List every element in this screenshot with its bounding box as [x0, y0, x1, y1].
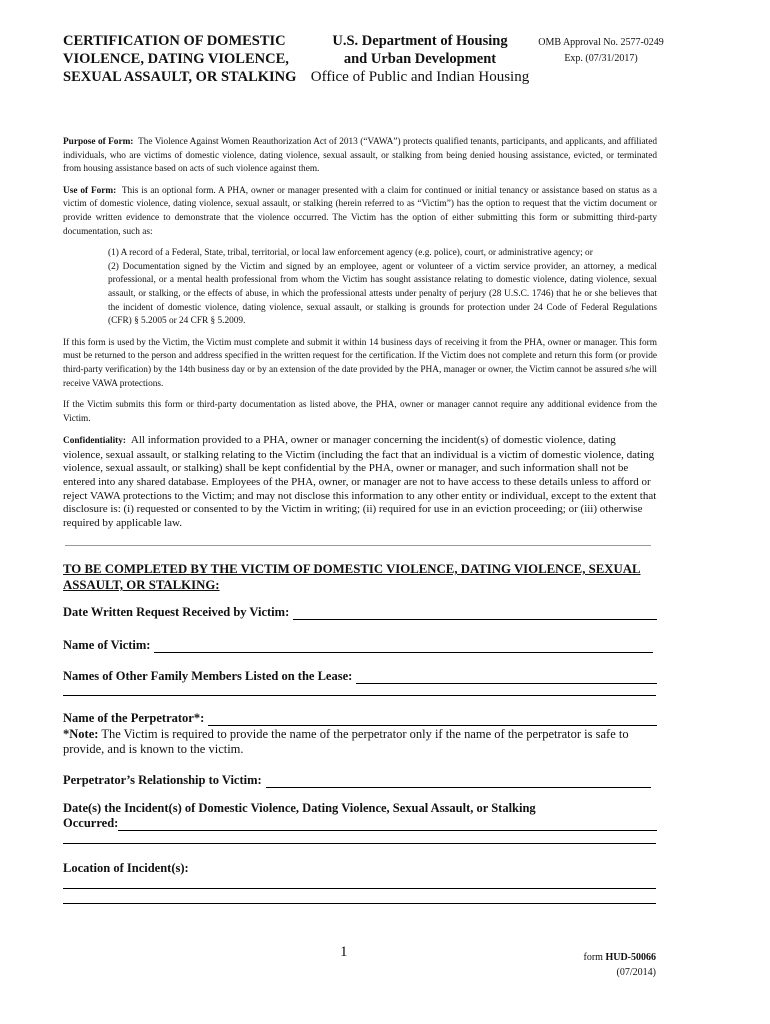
confidentiality-label: Confidentiality: — [63, 436, 127, 447]
form-prefix: form — [583, 952, 603, 963]
field-label: Name of the Perpetrator*: — [63, 711, 205, 725]
location-label: Location of Incident(s): — [63, 861, 189, 875]
note-text: The Victim is required to provide the name of the perpetrator only if the name of the perpetrator is safe to provide, and is known to the victim. — [63, 727, 629, 756]
perpetrator-field[interactable] — [63, 711, 657, 726]
divider — [65, 545, 651, 546]
section-heading: TO BE COMPLETED BY THE VICTIM OF DOMESTIC VIOLENCE, DATING VIOLENCE, SEXUAL ASSAULT, OR STALKING: — [63, 562, 641, 592]
agency-name: and Urban Development — [343, 51, 497, 67]
date-request-input[interactable] — [293, 607, 657, 620]
family-members-input[interactable] — [356, 671, 657, 684]
date-request-field[interactable] — [63, 605, 657, 620]
use-label: Use of Form: — [63, 185, 117, 196]
office-name: Office of Public and Indian Housing — [310, 69, 530, 85]
page-number: 1 — [340, 944, 348, 960]
incident-dates-input-line2[interactable] — [63, 843, 656, 844]
form-id: HUD-50066 — [605, 952, 656, 963]
incident-dates-field[interactable] — [63, 816, 657, 831]
family-members-input-line2[interactable] — [63, 695, 656, 696]
location-input-line1[interactable] — [63, 888, 656, 889]
location-input-line2[interactable] — [63, 903, 656, 904]
omb-block — [532, 35, 670, 67]
note-label: *Note: — [63, 727, 99, 741]
documentation-list — [108, 247, 657, 329]
confidentiality-paragraph — [63, 434, 657, 530]
agency-name: U.S. Department of Housing — [332, 33, 508, 49]
victim-name-field[interactable] — [63, 638, 653, 653]
purpose-label: Purpose of Form: — [63, 137, 134, 147]
omb-approval: OMB Approval No. 2577-0249 — [538, 37, 664, 48]
purpose-text: The Violence Against Women Reauthorization Act of 2013 (“VAWA”) protects qualified tenants, participants, and applicants, and affiliated individuals, who are victims of domestic violence, dating violence, sexual assault, or stalking from being denied housing assistance, evicted, or terminated from housing assistance based on acts of such violence against them. — [63, 137, 657, 175]
victim-name-input[interactable] — [154, 640, 653, 653]
field-label: Names of Other Family Members Listed on the Lease: — [63, 669, 353, 683]
list-item: (2) Documentation signed by the Victim and signed by an employee, agent or volunteer of a victim service provider, an attorney, a medical professional, or a mental health professional from whom the Victim has sought assistance relating to domestic violence, dating violence, sexual assault, or stalking, or the effects of abuse, in which the professional attests under penalty of perjury (28 U.S.C. 1746) that he or she believes that the incident of domestic violence, dating violence, sexual assault, or stalking is grounds for protection under 24 Code of Federal Regulations (CFR) § 5.2005 or 24 CFR § 5.2009. — [108, 261, 657, 327]
incident-dates-input[interactable] — [118, 818, 657, 831]
relationship-field[interactable] — [63, 773, 651, 788]
agency-block — [305, 32, 535, 86]
relationship-input[interactable] — [266, 775, 651, 788]
title-line: CERTIFICATION OF DOMESTIC — [63, 33, 286, 49]
field-label: Name of Victim: — [63, 638, 151, 652]
use-text: This is an optional form. A PHA, owner or manager presented with a claim for continued or initial tenancy or assistance based on status as a victim of domestic violence, dating violence, sexual assault, or stalking (herein referred to as “Victim”) has the option to request that the victim document or provide written evidence to demonstrate that the violence occurred. The Victim has the option of either submitting this form or submitting third-party documentation, such as: — [63, 185, 657, 237]
field-label: Occurred: — [63, 816, 119, 830]
form-number — [560, 950, 656, 980]
submission-paragraph: If this form is used by the Victim, the Victim must complete and submit it within 14 business days of receiving it from the PHA, owner or manager. This form must be returned to the person and address specified in the written request for the certification. If the Victim does not complete and return this form (or provide third-party verification) by the 14th business day or by an extension of the date provided by the PHA, manager or owner, the Victim cannot be assured s/he will receive VAWA protections. — [63, 337, 657, 389]
evidence-paragraph: If the Victim submits this form or third-party documentation as listed above, the PHA, owner or manager cannot require any additional evidence from the Victim. — [63, 400, 657, 424]
family-members-field[interactable] — [63, 669, 657, 684]
incident-dates-label: Date(s) the Incident(s) of Domestic Violence, Dating Violence, Sexual Assault, or Stalking — [63, 801, 536, 815]
title-line: SEXUAL ASSAULT, OR STALKING — [63, 69, 297, 85]
perpetrator-note — [63, 727, 657, 757]
field-label: Perpetrator’s Relationship to Victim: — [63, 773, 262, 787]
title-line: VIOLENCE, DATING VIOLENCE, — [63, 51, 289, 67]
perpetrator-input[interactable] — [208, 713, 657, 726]
field-label: Date Written Request Received by Victim: — [63, 605, 290, 619]
confidentiality-text: All information provided to a PHA, owner or manager concerning the incident(s) of domestic violence, dating violence, sexual assault, or stalking relating to the Victim (including the fact that an individual is a victim of domestic violence, dating violence, sexual assault, or stalking) shall be kept confidential by the PHA, owner or manager, and such information shall not be entered into any shared database. Employees of the PHA, owner, or manager are not to have access to these details unless to afford or reject VAWA protections to the Victim; and may not disclose this information to any other entity or individual, except to the extent that disclosure is: (i) requested or consented to by the Victim in writing; (ii) required for use in an eviction proceeding; or (iii) otherwise required by applicable law. — [63, 434, 657, 529]
expiration: Exp. (07/31/2017) — [564, 53, 638, 64]
list-item: (1) A record of a Federal, State, tribal, territorial, or local law enforcement agency (e.g. police), court, or administrative agency; or — [108, 248, 593, 259]
form-title — [63, 32, 296, 86]
instructions-body — [63, 136, 657, 530]
form-date: (07/2014) — [616, 967, 656, 978]
use-paragraph — [63, 185, 657, 239]
purpose-paragraph — [63, 136, 657, 177]
